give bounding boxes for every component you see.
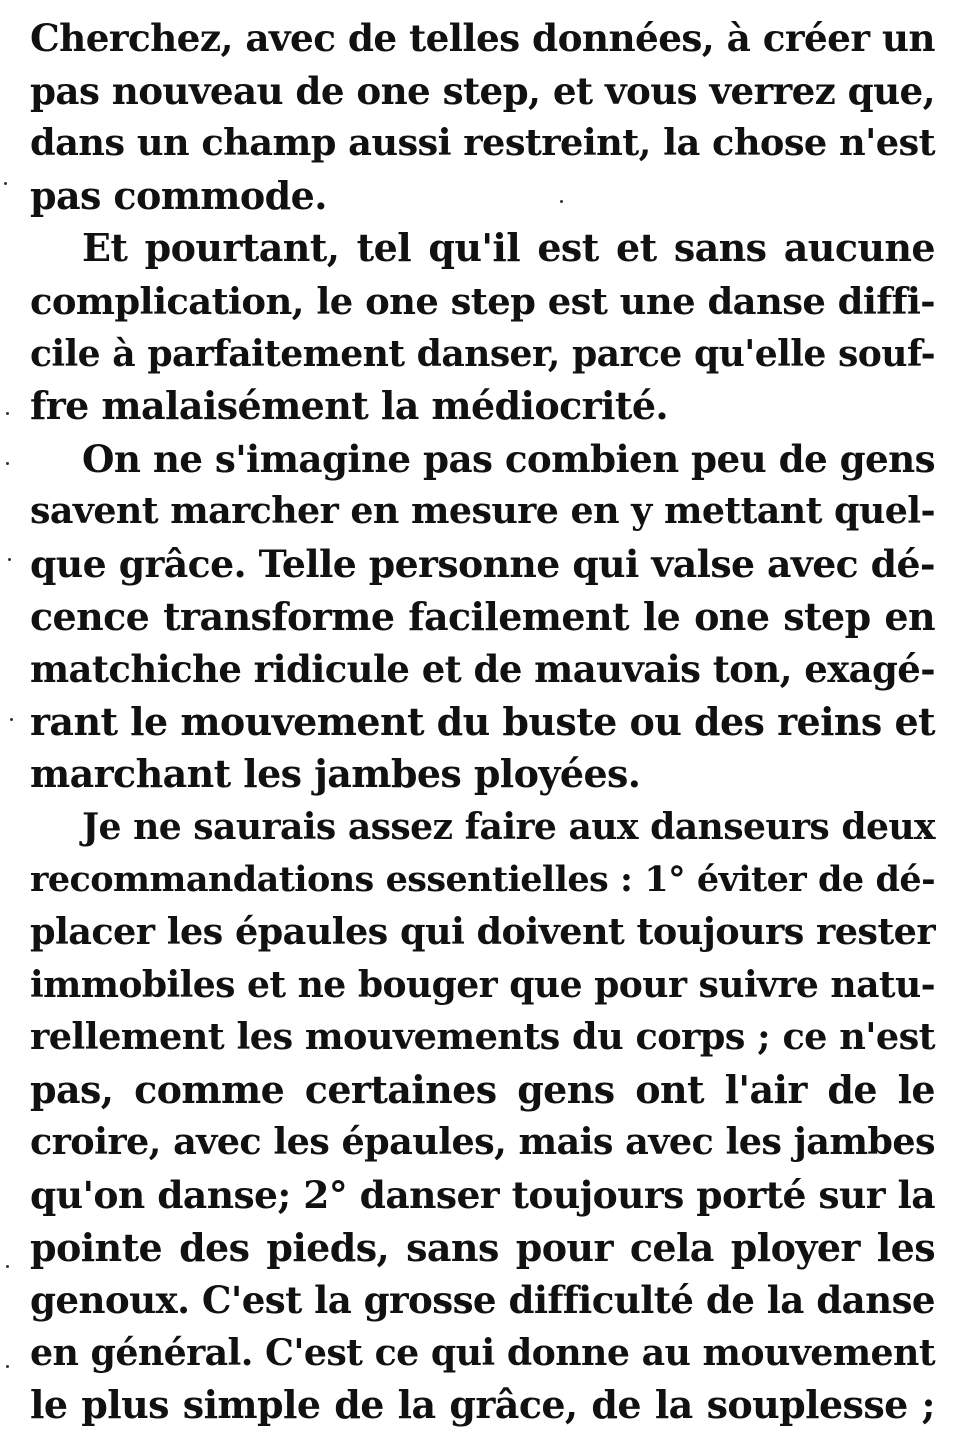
scan-speck [6,412,9,415]
text-line: cence transforme facilement le one step en [30,593,935,639]
text-line: pointe des pieds, sans pour cela ployer les [30,1224,935,1270]
text-line: dans un champ aussi restreint, la chose n'est [30,121,935,165]
text-line: placer les épaules qui doivent toujours rester [30,910,935,954]
text-line: croire, avec les épaules, mais avec les jambes [30,1120,935,1164]
text-line: que grâce. Telle personne qui valse avec dé- [30,541,935,586]
text-line: pas commode. [30,172,327,218]
text-line: rellement les mouvements du corps ; ce n'est [30,1015,935,1059]
text-line: en général. C'est ce qui donne au mouvement [30,1330,935,1374]
text-line: pas, comme certaines gens ont l'air de le [30,1066,935,1112]
text-line: le plus simple de la grâce, de la souplesse ; [30,1382,935,1428]
text-line: Cherchez, avec de telles données, à créer un [30,16,935,60]
text-line: fre malaisément la médiocrité. [30,383,669,429]
scan-speck [6,1365,9,1368]
text-line: immobiles et ne bouger que pour suivre natu- [30,962,935,1006]
scan-speck [8,558,11,561]
text-line: rant le mouvement du buste ou des reins et [30,698,935,744]
text-line: genoux. C'est la grosse difficulté de la danse [30,1278,935,1323]
text-line: marchant les jambes ployées. [30,751,641,797]
text-line: cile à parfaitement danser, parce qu'elle souf- [30,331,935,375]
scan-speck [10,718,13,721]
scan-speck [4,182,7,185]
body-text [30,12,935,1432]
paragraph-first-line: Et pourtant, tel qu'il est et sans aucune [82,225,935,271]
text-line: pas nouveau de one step, et vous verrez que, [30,68,935,113]
paragraph-first-line: On ne s'imagine pas combien peu de gens [82,436,935,481]
scan-speck [6,1265,9,1268]
scan-speck [6,462,9,465]
paragraph-first-line: Je ne saurais assez faire aux danseurs deux [82,804,935,848]
text-line: recommandations essentielles : 1° éviter de dé- [30,858,935,900]
scan-speck [560,200,563,203]
text-line: qu'on danse; 2° danser toujours porté sur la [30,1173,935,1218]
text-line: complication, le one step est une danse diffi- [30,278,935,323]
text-line: savent marcher en mesure en y mettant quel- [30,489,935,533]
text-line: matchiche ridicule et de mauvais ton, exagé- [30,647,935,692]
